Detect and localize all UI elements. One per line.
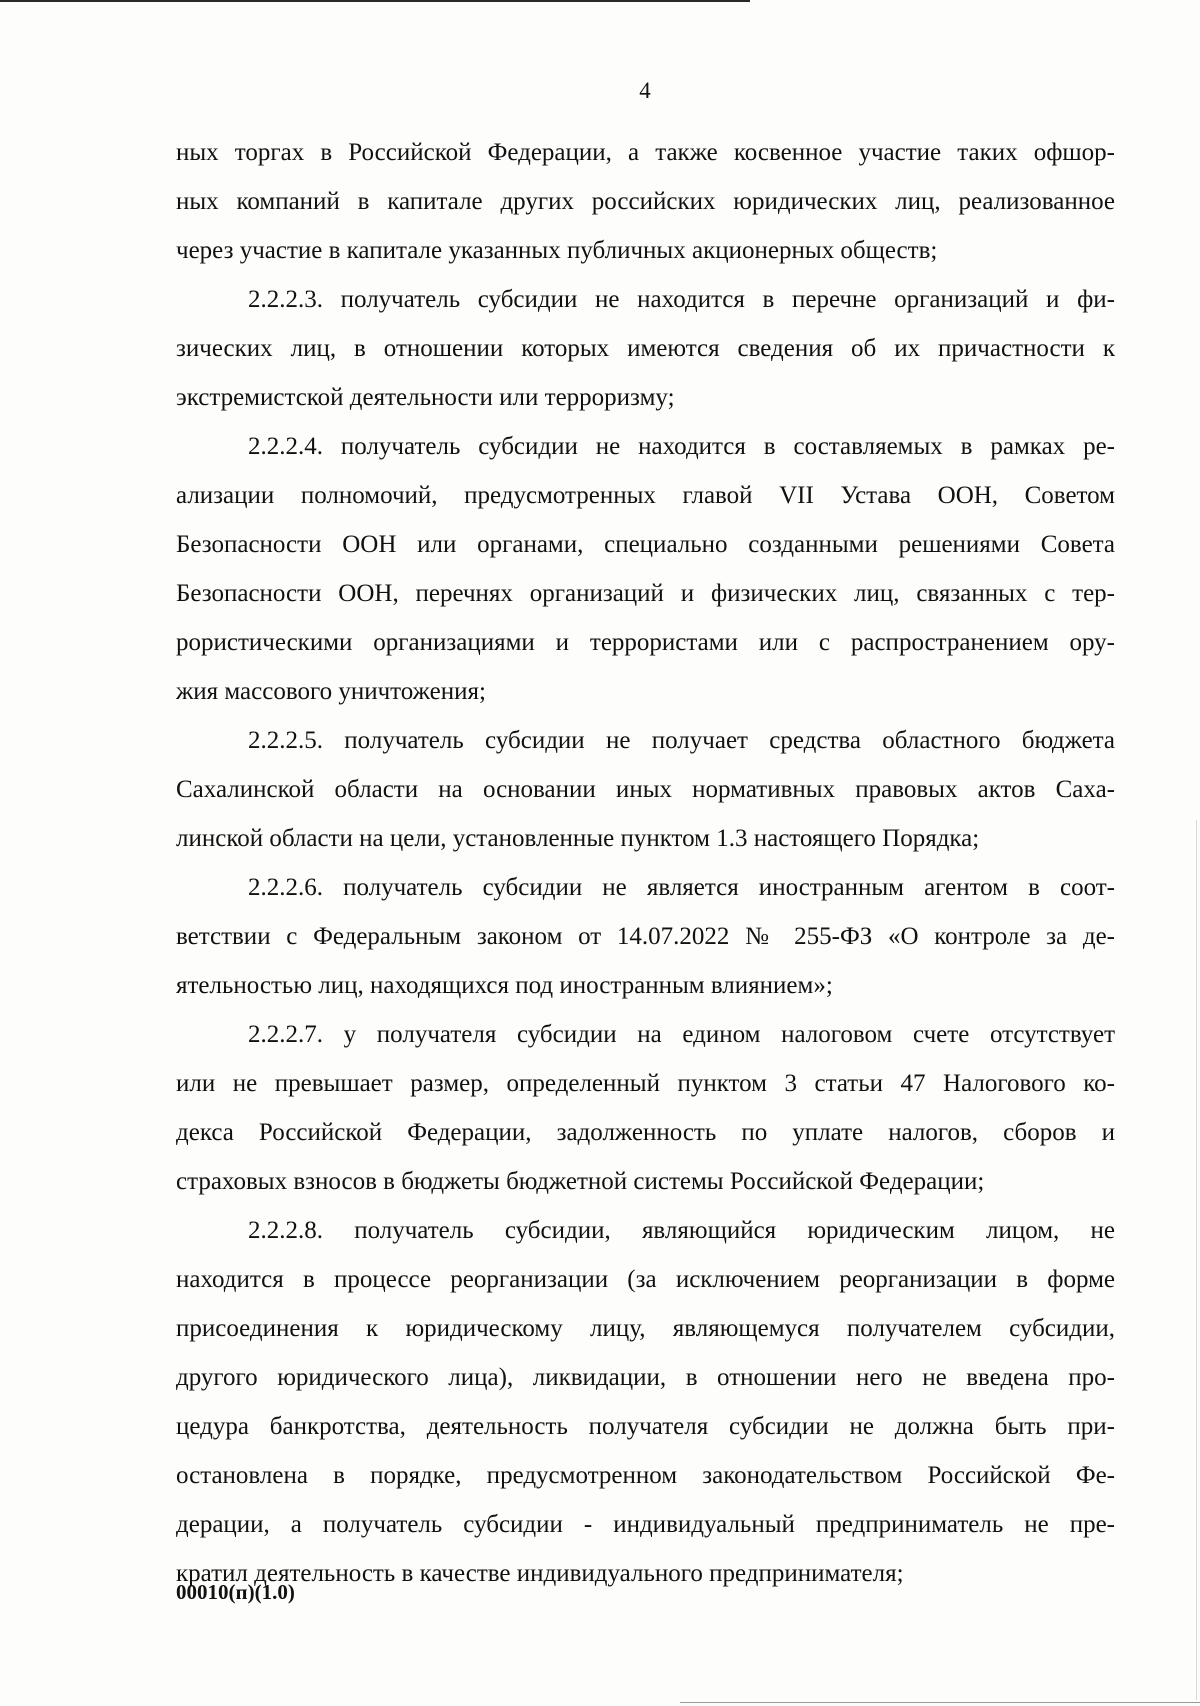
text-line: присоединения к юридическому лицу, являющемуся получателем субсидии, — [176, 1315, 1115, 1342]
text-line: экстремистской деятельности или терроризму; — [176, 384, 675, 411]
text-line: остановлена в порядке, предусмотренном законодательством Российской Фе- — [176, 1462, 1115, 1489]
text-line: другого юридического лица), ликвидации, в отношении него не введена про- — [176, 1364, 1115, 1391]
text-line: ветствии с Федеральным законом от 14.07.2022 № 255-ФЗ «О контроле за де- — [176, 923, 1115, 950]
text-line: дерации, а получатель субсидии - индивидуальный предприниматель не пре- — [176, 1511, 1115, 1538]
text-line: ализации полномочий, предусмотренных главой VII Устава ООН, Советом — [176, 482, 1115, 509]
text-line: через участие в капитале указанных публичных акционерных обществ; — [176, 237, 938, 264]
text-line: Безопасности ООН или органами, специально созданными решениями Совета — [176, 531, 1115, 558]
text-line: или не превышает размер, определенный пунктом 3 статьи 47 Налогового ко- — [176, 1070, 1115, 1097]
text-line: линской области на цели, установленные пунктом 1.3 настоящего Порядка; — [176, 825, 980, 852]
text-line: декса Российской Федерации, задолженность по уплате налогов, сборов и — [176, 1119, 1115, 1146]
text-line: рористическими организациями и террористами или с распространением ору- — [176, 629, 1115, 656]
paragraph-start-2.2.2.6: 2.2.2.6. получатель субсидии не является иностранным агентом в соот- — [248, 874, 1115, 901]
text-line: Безопасности ООН, перечнях организаций и физических лиц, связанных с тер- — [176, 580, 1115, 607]
text-line: ных торгах в Российской Федерации, а также косвенное участие таких офшор- — [176, 139, 1115, 166]
page-number: 4 — [639, 78, 651, 103]
scan-edge-top — [0, 0, 750, 2]
document-code: 00010(п)(1.0) — [176, 1580, 295, 1604]
paragraph-start-2.2.2.7: 2.2.2.7. у получателя субсидии на едином налоговом счете отсутствует — [248, 1021, 1115, 1048]
text-line: находится в процессе реорганизации (за исключением реорганизации в форме — [176, 1266, 1115, 1293]
text-line: ных компаний в капитале других российских юридических лиц, реализованное — [176, 188, 1115, 215]
text-line: страховых взносов в бюджеты бюджетной системы Российской Федерации; — [176, 1168, 985, 1195]
text-line: Сахалинской области на основании иных нормативных правовых актов Саха- — [176, 776, 1115, 803]
text-line: кратил деятельность в качестве индивидуального предпринимателя; — [176, 1560, 904, 1587]
paragraph-start-2.2.2.5: 2.2.2.5. получатель субсидии не получает средства областного бюджета — [248, 727, 1115, 754]
scan-edge-bottom — [680, 1702, 1200, 1703]
text-line: ятельностью лиц, находящихся под иностранным влиянием»; — [176, 972, 833, 999]
text-line: цедура банкротства, деятельность получателя субсидии не должна быть при- — [176, 1413, 1115, 1440]
document-body — [176, 128, 1115, 1598]
paragraph-start-2.2.2.4: 2.2.2.4. получатель субсидии не находится в составляемых в рамках ре- — [248, 433, 1115, 460]
paragraph-start-2.2.2.3: 2.2.2.3. получатель субсидии не находится в перечне организаций и фи- — [248, 286, 1115, 313]
scan-edge-right — [1196, 820, 1197, 1700]
paragraph-start-2.2.2.8: 2.2.2.8. получатель субсидии, являющийся юридическим лицом, не — [248, 1217, 1115, 1244]
text-line: жия массового уничтожения; — [176, 678, 486, 705]
text-line: зических лиц, в отношении которых имеются сведения об их причастности к — [176, 335, 1115, 362]
